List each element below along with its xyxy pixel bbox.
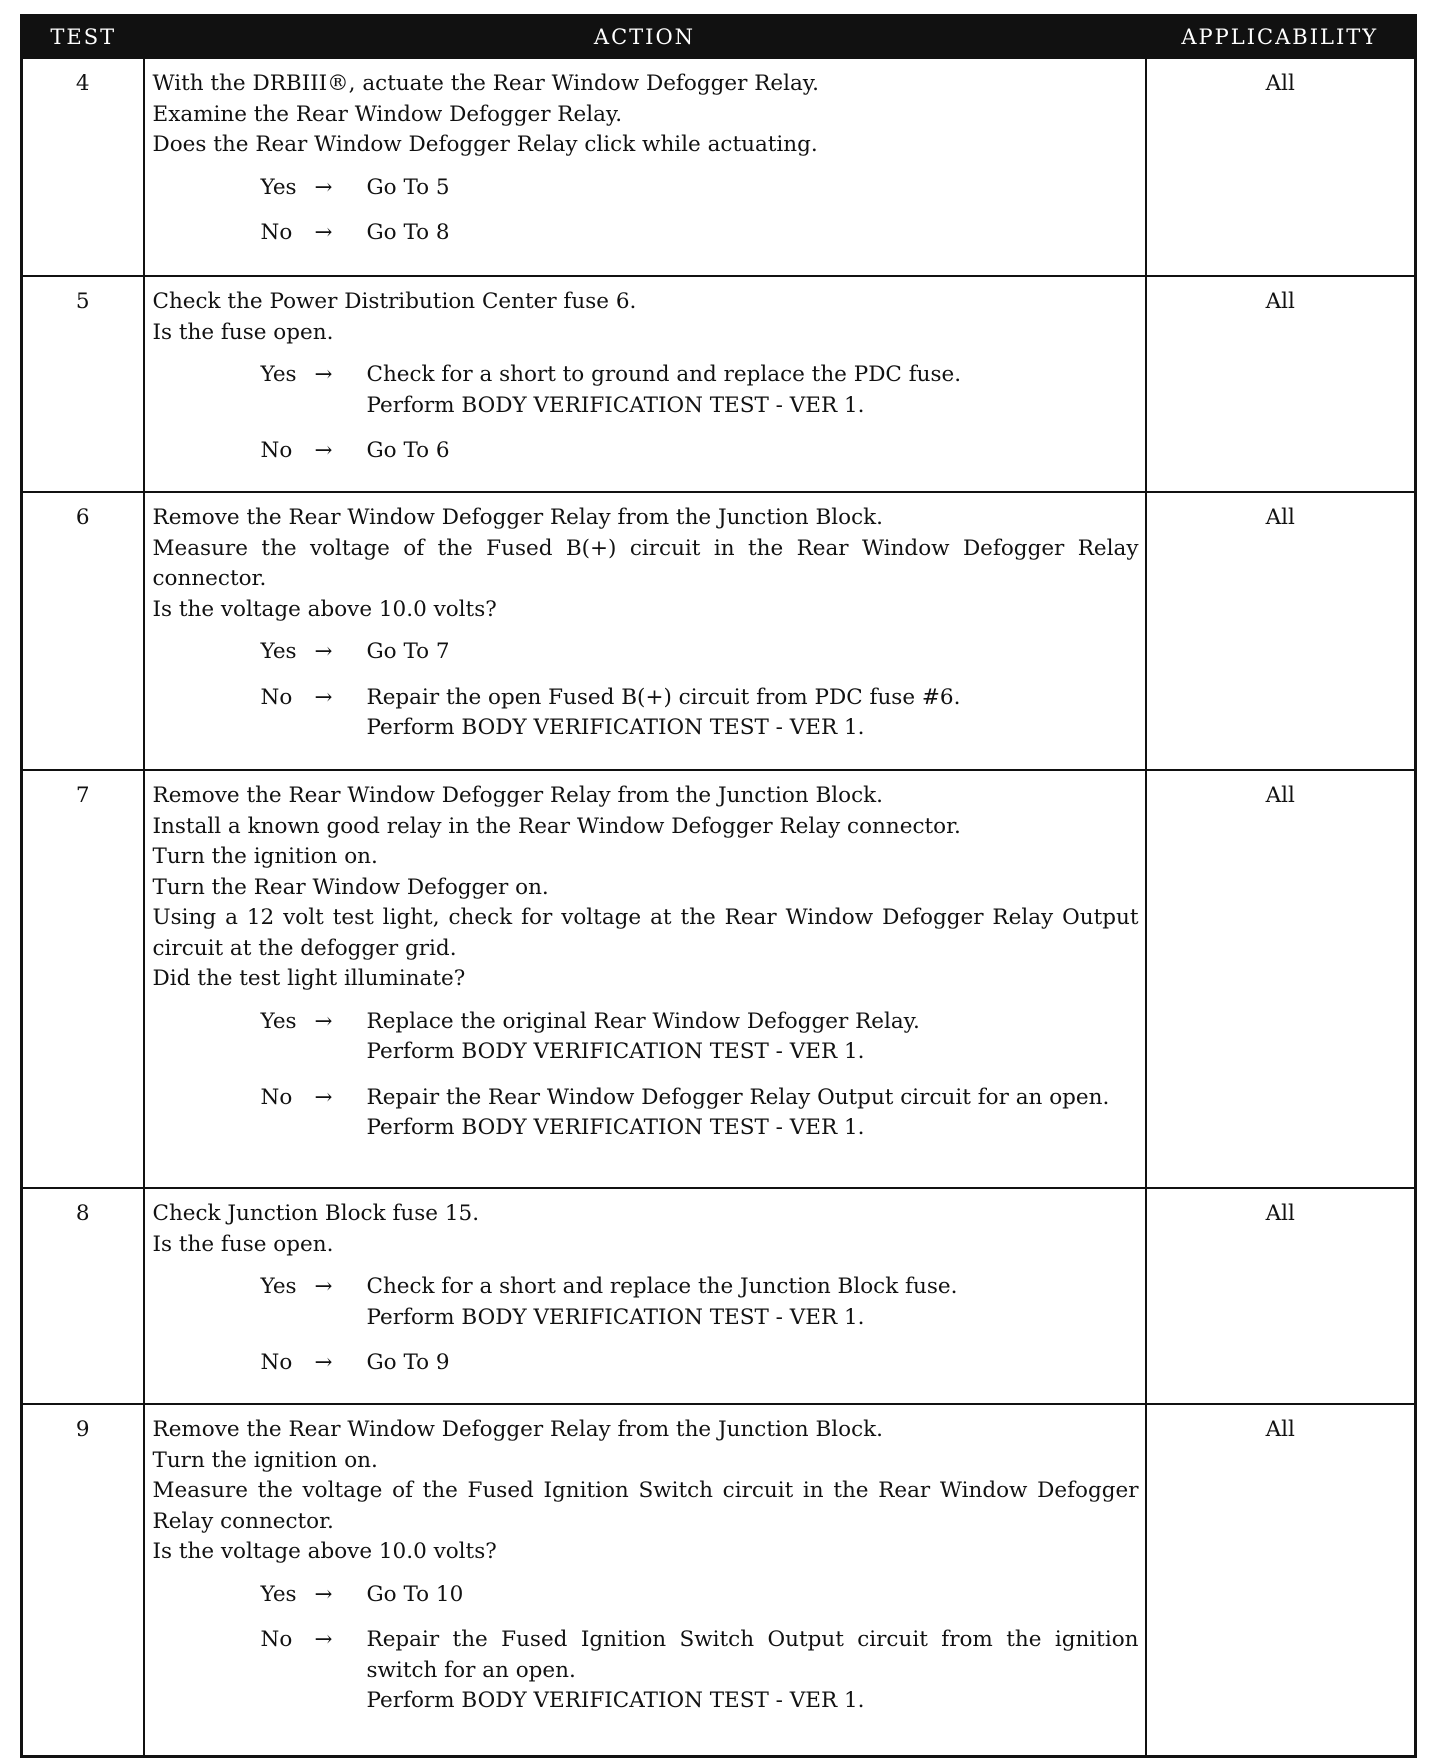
test-action bbox=[144, 1404, 1146, 1757]
no-result bbox=[367, 1083, 1139, 1144]
result-line: Perform BODY VERIFICATION TEST - VER 1. bbox=[366, 1304, 865, 1330]
test-action bbox=[144, 770, 1146, 1188]
test-applicability: All bbox=[1146, 58, 1416, 276]
no-result bbox=[367, 1625, 1139, 1717]
result-line: Perform BODY VERIFICATION TEST - VER 1. bbox=[366, 1115, 865, 1140]
test-applicability: All bbox=[1146, 770, 1416, 1188]
no-choice bbox=[261, 683, 1139, 744]
test-row bbox=[22, 276, 1416, 492]
action-line: Using a 12 volt test light, check for voltage at the Rear Window Defogger Relay Output circuit at the defogger grid. bbox=[152, 905, 1139, 961]
no-label: No bbox=[260, 438, 293, 463]
yes-choice bbox=[261, 1007, 1139, 1068]
test-applicability: All bbox=[1146, 1404, 1416, 1757]
test-number: 8 bbox=[22, 1188, 144, 1404]
yes-label: Yes bbox=[260, 1581, 297, 1607]
yes-choice bbox=[261, 173, 1139, 204]
yes-label: Yes bbox=[260, 174, 297, 200]
result-line: Repair the Rear Window Defogger Relay Output circuit for an open. bbox=[366, 1084, 1110, 1110]
table-header-row bbox=[22, 16, 1416, 59]
no-choice bbox=[261, 436, 1139, 467]
result-line: Go To 5 bbox=[366, 174, 450, 200]
diagnostic-test-table-page bbox=[20, 14, 1414, 1714]
no-label: No bbox=[260, 684, 293, 710]
test-number: 4 bbox=[22, 58, 144, 276]
yes-label: Yes bbox=[260, 1274, 297, 1299]
no-result bbox=[367, 1348, 1139, 1379]
diagnostic-test-table bbox=[20, 14, 1417, 1758]
test-row bbox=[22, 770, 1416, 1188]
no-result bbox=[367, 683, 1139, 744]
yes-choice bbox=[261, 1272, 1139, 1333]
action-line: Is the fuse open. bbox=[152, 319, 334, 345]
test-applicability: All bbox=[1146, 492, 1416, 770]
action-line: Measure the voltage of the Fused Ignition Switch circuit in the Rear Window Defogger Relay connector. bbox=[152, 1478, 1139, 1534]
test-action bbox=[144, 58, 1146, 276]
action-line: Remove the Rear Window Defogger Relay from the Junction Block. bbox=[152, 505, 883, 530]
yes-result bbox=[367, 1007, 1139, 1068]
test-number: 6 bbox=[22, 492, 144, 770]
test-action bbox=[144, 276, 1146, 492]
arrow-icon: → bbox=[314, 362, 333, 387]
arrow-icon: → bbox=[314, 220, 333, 245]
result-line: Perform BODY VERIFICATION TEST - VER 1. bbox=[366, 392, 865, 418]
arrow-icon: → bbox=[314, 174, 333, 200]
result-choices bbox=[153, 1580, 1139, 1717]
action-line: Did the test light illuminate? bbox=[152, 966, 466, 991]
result-choices bbox=[153, 173, 1139, 249]
arrow-icon: → bbox=[314, 684, 333, 710]
header-action: ACTION bbox=[144, 16, 1146, 59]
action-line: Examine the Rear Window Defogger Relay. bbox=[152, 101, 623, 127]
yes-label: Yes bbox=[260, 639, 297, 664]
no-label: No bbox=[260, 220, 293, 245]
test-number: 9 bbox=[22, 1404, 144, 1757]
arrow-icon: → bbox=[314, 1274, 333, 1299]
test-number: 7 bbox=[22, 770, 144, 1188]
test-row bbox=[22, 492, 1416, 770]
result-line: Perform BODY VERIFICATION TEST - VER 1. bbox=[366, 1039, 865, 1064]
result-line: Perform BODY VERIFICATION TEST - VER 1. bbox=[366, 715, 865, 740]
result-line: Replace the original Rear Window Defogger Relay. bbox=[366, 1008, 920, 1034]
result-line: Go To 9 bbox=[366, 1350, 450, 1375]
result-choices bbox=[153, 1272, 1139, 1379]
no-choice bbox=[261, 218, 1139, 249]
yes-choice bbox=[261, 1580, 1139, 1611]
no-choice bbox=[261, 1625, 1139, 1717]
arrow-icon: → bbox=[314, 1084, 333, 1110]
result-line: Repair the open Fused B(+) circuit from PDC fuse #6. bbox=[366, 684, 961, 710]
yes-result bbox=[367, 173, 1139, 204]
action-line: Measure the voltage of the Fused B(+) circuit in the Rear Window Defogger Relay connector. bbox=[152, 535, 1139, 591]
no-choice bbox=[261, 1083, 1139, 1144]
test-number: 5 bbox=[22, 276, 144, 492]
action-line: Is the fuse open. bbox=[152, 1231, 334, 1257]
no-result bbox=[367, 218, 1139, 249]
yes-choice bbox=[261, 360, 1139, 421]
result-line: Check for a short to ground and replace the PDC fuse. bbox=[366, 362, 962, 387]
result-choices bbox=[153, 1007, 1139, 1144]
action-line: Remove the Rear Window Defogger Relay from the Junction Block. bbox=[152, 1417, 883, 1442]
action-line: Check Junction Block fuse 15. bbox=[152, 1201, 480, 1226]
yes-label: Yes bbox=[260, 1008, 297, 1034]
test-applicability: All bbox=[1146, 1188, 1416, 1404]
arrow-icon: → bbox=[314, 1008, 333, 1034]
yes-result bbox=[367, 637, 1139, 668]
test-row bbox=[22, 1188, 1416, 1404]
result-choices bbox=[153, 637, 1139, 744]
test-applicability: All bbox=[1146, 276, 1416, 492]
result-line: Repair the Fused Ignition Switch Output circuit from the ignition switch for an open. bbox=[366, 1627, 1139, 1683]
yes-result bbox=[367, 1580, 1139, 1611]
arrow-icon: → bbox=[314, 1627, 333, 1652]
action-line: Install a known good relay in the Rear Window Defogger Relay connector. bbox=[152, 813, 961, 839]
header-test: TEST bbox=[22, 16, 144, 59]
arrow-icon: → bbox=[314, 639, 333, 664]
result-line: Check for a short and replace the Junction Block fuse. bbox=[366, 1274, 958, 1299]
yes-result bbox=[367, 1272, 1139, 1333]
action-line: Turn the Rear Window Defogger on. bbox=[152, 874, 549, 900]
yes-result bbox=[367, 360, 1139, 421]
result-line: Go To 6 bbox=[366, 438, 450, 463]
no-label: No bbox=[260, 1084, 293, 1110]
header-applicability: APPLICABILITY bbox=[1146, 16, 1416, 59]
result-choices bbox=[153, 360, 1139, 467]
test-action bbox=[144, 492, 1146, 770]
result-line: Go To 7 bbox=[366, 639, 450, 664]
no-result bbox=[367, 436, 1139, 467]
test-action bbox=[144, 1188, 1146, 1404]
action-line: Is the voltage above 10.0 volts? bbox=[152, 1539, 497, 1564]
no-choice bbox=[261, 1348, 1139, 1379]
arrow-icon: → bbox=[314, 1581, 333, 1607]
action-line: Does the Rear Window Defogger Relay click while actuating. bbox=[152, 132, 818, 157]
yes-label: Yes bbox=[260, 362, 297, 387]
test-row bbox=[22, 1404, 1416, 1757]
action-line: Remove the Rear Window Defogger Relay from the Junction Block. bbox=[152, 783, 883, 808]
action-line: Is the voltage above 10.0 volts? bbox=[152, 596, 497, 622]
action-line: Turn the ignition on. bbox=[152, 844, 378, 869]
no-label: No bbox=[260, 1627, 293, 1652]
no-label: No bbox=[260, 1350, 293, 1375]
action-line: With the DRBIII®, actuate the Rear Window Defogger Relay. bbox=[152, 71, 819, 96]
result-line: Go To 8 bbox=[366, 220, 450, 245]
test-row bbox=[22, 58, 1416, 276]
arrow-icon: → bbox=[314, 1350, 333, 1375]
yes-choice bbox=[261, 637, 1139, 668]
arrow-icon: → bbox=[314, 438, 333, 463]
action-line: Turn the ignition on. bbox=[152, 1447, 378, 1473]
result-line: Go To 10 bbox=[366, 1581, 464, 1607]
result-line: Perform BODY VERIFICATION TEST - VER 1. bbox=[366, 1688, 865, 1713]
action-line: Check the Power Distribution Center fuse 6. bbox=[152, 289, 637, 314]
